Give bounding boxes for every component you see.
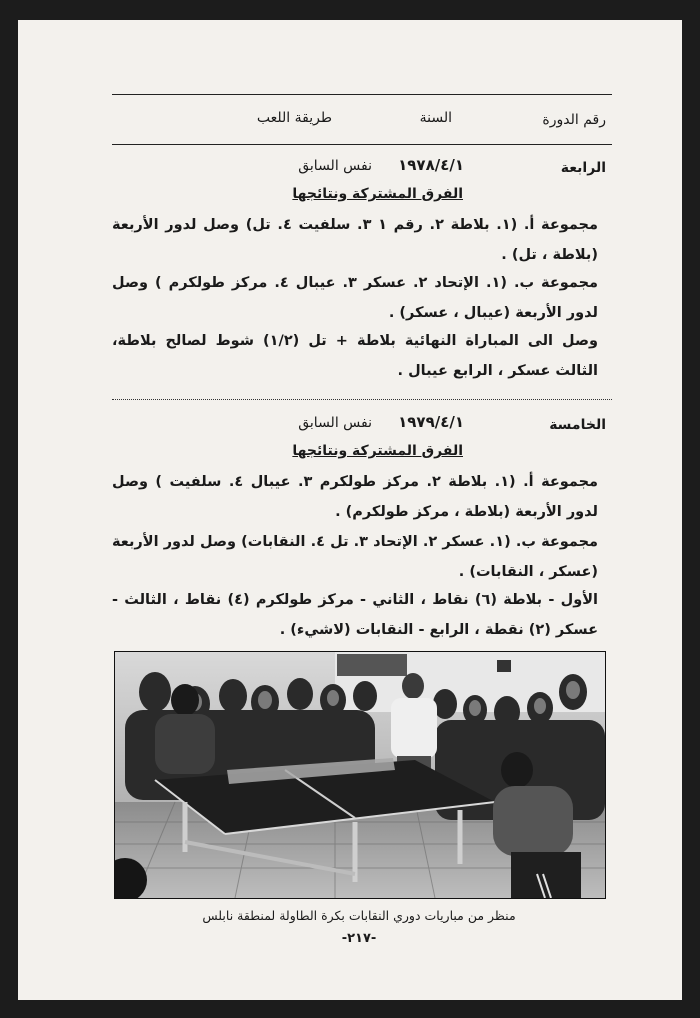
round-method: نفس السابق [298, 158, 372, 174]
group-a-paragraph: مجموعة أ. (١. بلاطة ٢. مركز طولكرم ٣. عيبال ٤. سلفيت ) وصل لدور الأربعة (بلاطة ، مركز طولكرم) . [112, 474, 599, 520]
column-header-method: طريقة اللعب [256, 110, 332, 126]
document-page [18, 20, 682, 1000]
table-tennis-photo [114, 651, 606, 899]
round-date: ١٩٧٩/٤/١ [398, 413, 464, 431]
final-standings-paragraph: الأول - بلاطة (٦) نقاط ، الثاني - مركز طولكرم (٤) نقاط ، الثالث - عسكر (٢) نقطة ، الرابع - النقابات (لاشيء) . [112, 592, 598, 638]
photo-illustration [115, 652, 605, 898]
round-name: الخامسة [549, 417, 606, 433]
round-name: الرابعة [560, 160, 606, 176]
round-method: نفس السابق [298, 415, 372, 431]
page-number: -٢١٧- [341, 931, 377, 946]
column-header-round: رقم الدورة [542, 112, 606, 128]
header-rule-top [112, 94, 612, 95]
section-heading: الفرق المشتركة ونتائجها [292, 443, 463, 459]
section-divider [112, 399, 612, 400]
photo-caption: منظر من مباريات دوري النقابات بكرة الطاولة لمنطقة نابلس [202, 908, 516, 923]
group-b-paragraph: مجموعة ب. (١. عسكر ٢. الإتحاد ٣. تل ٤. النقابات) وصل لدور الأربعة (عسكر ، النقابات) . [112, 534, 599, 580]
final-result-paragraph: وصل الى المباراة النهائية بلاطة + تل (١/٢) شوط لصالح بلاطة، الثالث عسكر ، الرابع عيبال . [112, 333, 599, 379]
section-heading: الفرق المشتركة ونتائجها [292, 186, 463, 202]
column-header-year: السنة [419, 110, 452, 126]
header-rule-bottom [112, 144, 612, 145]
group-a-paragraph: مجموعة أ. (١. بلاطة ٢. رقم ١ ٣. سلفيت ٤. تل) وصل لدور الأربعة (بلاطة ، تل) . [112, 217, 598, 263]
round-date: ١٩٧٨/٤/١ [398, 156, 464, 174]
group-b-paragraph: مجموعة ب. (١. الإتحاد ٢. عسكر ٣. عيبال ٤. مركز طولكرم ) وصل لدور الأربعة (عيبال ، عسكر) . [112, 275, 598, 321]
